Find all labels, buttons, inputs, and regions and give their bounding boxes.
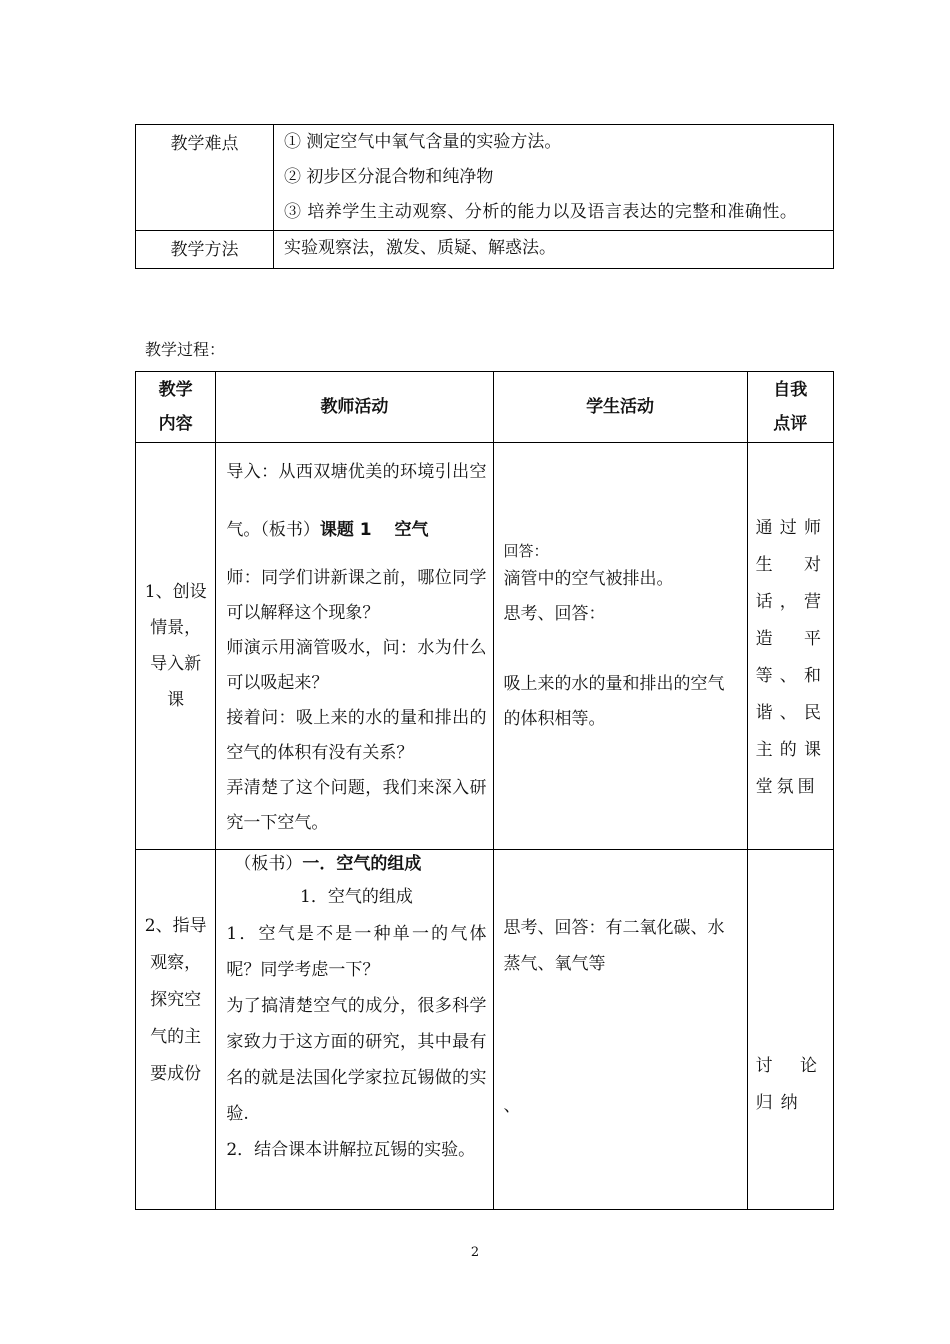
row1-teacher-line: 弄清楚了这个问题，我们来深入研究一下空气。 [226, 778, 487, 833]
row2-teacher-line: 为了搞清楚空气的成分，很多科学家致力于这方面的研究，其中最有名的就是法国化学家拉瓦锡做的实验. [226, 996, 487, 1124]
row1-teacher-line: 接着问：吸上来的水的量和排出的空气的体积有没有关系？ [226, 708, 487, 763]
process-label: 教学过程： [145, 340, 226, 359]
difficulty-value [274, 125, 834, 231]
row1-student-line: 思考、回答： [503, 604, 606, 624]
row2-student-mark: 、 [503, 1096, 521, 1116]
row1-teacher-line: 师：同学们讲新课之前，哪位同学可以解释这个现象？ [226, 568, 487, 623]
method-value: 实验观察法，激发、质疑、解惑法。 [274, 231, 834, 269]
row1-self-review: 通过师生对话，营造平等、和谐、民主的课堂氛围 [747, 443, 833, 850]
header-content: 教学内容 [136, 372, 216, 443]
row1-teacher [216, 443, 493, 850]
process-row-1 [136, 443, 834, 850]
row1-student-small: 回答： [503, 542, 549, 560]
header-self-review: 自我点评 [747, 372, 833, 443]
row1-student [493, 443, 747, 850]
row2-teacher-line: 2．结合课本讲解拉瓦锡的实验。 [226, 1140, 476, 1160]
page-number: 2 [470, 1245, 480, 1260]
row1-student-line [504, 632, 739, 667]
row2-self-review: 讨论归纳 [747, 850, 833, 1210]
row2-teacher-heading: （板书）一．空气的组成 [234, 854, 422, 874]
method-row [136, 231, 834, 269]
difficulty-row [136, 125, 834, 231]
process-header-row [136, 372, 834, 443]
row2-teacher-subheading: 1．空气的组成 [300, 887, 413, 907]
row1-student-line: 吸上来的水的量和排出的空气的体积相等。 [503, 674, 725, 729]
difficulty-label: 教学难点 [136, 125, 274, 231]
row1-content: 1、创设情景，导入新课 [136, 443, 216, 850]
difficulty-item: ① 测定空气中氧气含量的实验方法。 [284, 132, 562, 152]
row2-teacher [216, 850, 493, 1210]
row2-student-line: 思考、回答：有二氧化碳、水蒸气、氧气等 [503, 918, 725, 974]
header-teacher: 教师活动 [216, 372, 493, 443]
header-student: 学生活动 [493, 372, 747, 443]
method-label: 教学方法 [136, 231, 274, 269]
objectives-table [135, 124, 834, 269]
row2-content: 2、指导观察，探究空气的主要成份 [136, 850, 216, 1210]
difficulty-item: ③ 培养学生主动观察、分析的能力以及语言表达的完整和准确性。 [284, 202, 798, 222]
row2-teacher-line: 1．空气是不是一种单一的气体呢？同学考虑一下？ [226, 924, 487, 980]
row1-teacher-intro: 导入：从西双塘优美的环境引出空气。（板书）课题 1 空气 [226, 462, 487, 540]
row1-student-line: 滴管中的空气被排出。 [503, 569, 674, 589]
row2-student [493, 850, 747, 1210]
row1-teacher-line: 师演示用滴管吸水，问：水为什么可以吸起来？ [226, 638, 487, 693]
process-table [135, 371, 834, 1210]
difficulty-item: ② 初步区分混合物和纯净物 [284, 167, 494, 187]
process-row-2 [136, 850, 834, 1210]
